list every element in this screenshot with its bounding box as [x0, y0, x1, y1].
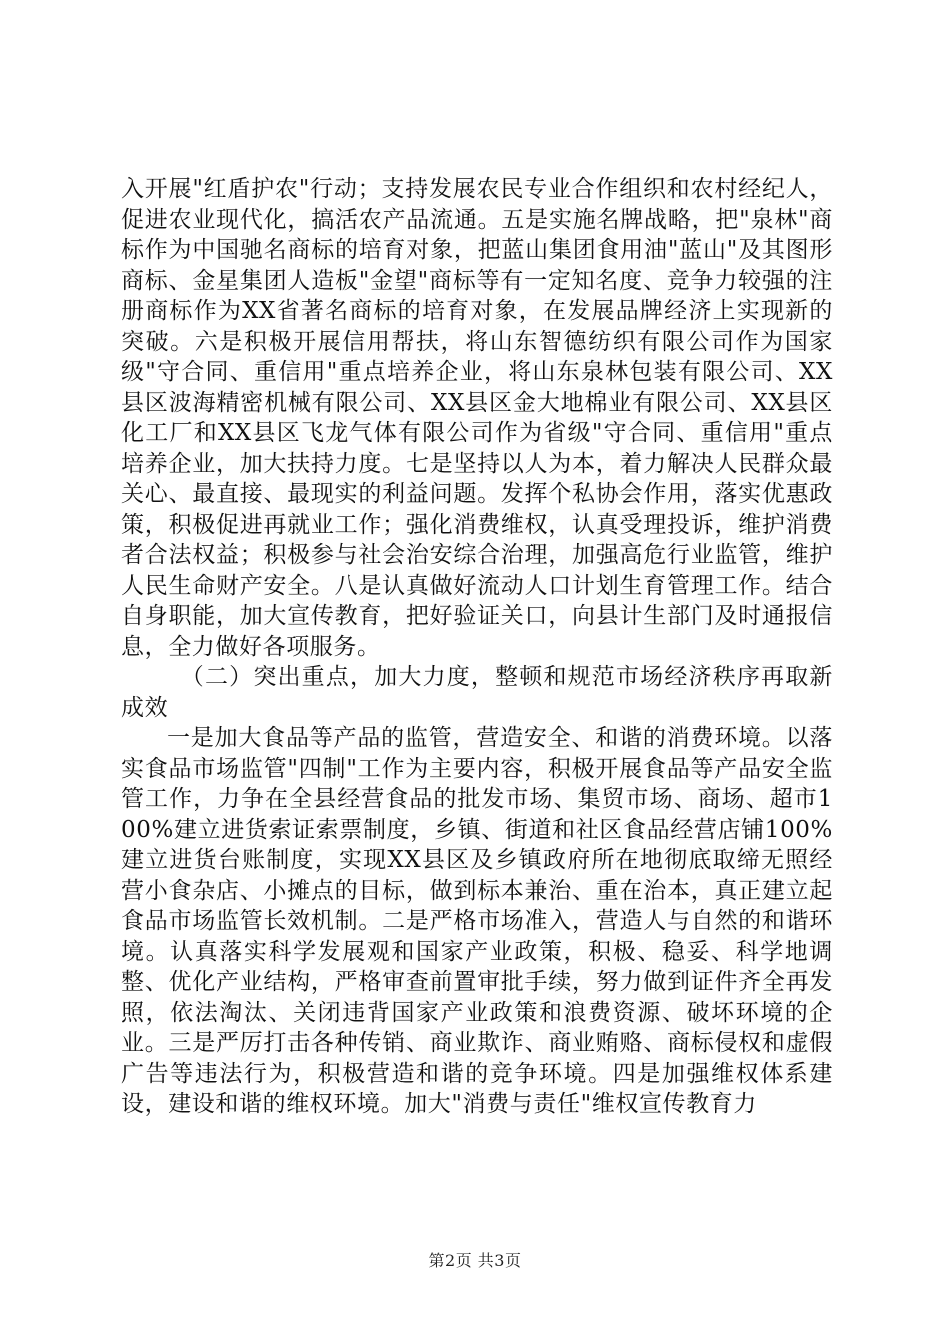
section-heading: （二）突出重点，加大力度，整顿和规范市场经济秩序再取新成效 [121, 664, 833, 721]
body-paragraph: 一是加大食品等产品的监管，营造安全、和谐的消费环境。以落实食品市场监管"四制"工作为主要内容，积极开展食品等产品安全监管工作，力争在全县经营食品的批发市场、集贸市场、商场、超市100%建立进货索证索票制度，乡镇、街道和社区食品经营店铺100%建立进货台账制度，实现XX县区及乡镇政府所在地彻底取缔无照经营小食杂店、小摊点的目标，做到标本兼治、重在治本，真正建立起食品市场监管长效机制。二是严格市场准入，营造人与自然的和谐环境。认真落实科学发展观和国家产业政策，积极、稳妥、科学地调整、优化产业结构，严格审查前置审批手续，努力做到证件齐全再发照，依法淘汰、关闭违背国家产业政策和浪费资源、破坏环境的企业。三是严厉打击各种传销、商业欺诈、商业贿赂、商标侵权和虚假广告等违法行为，积极营造和谐的竞争环境。四是加强维权体系建设，建设和谐的维权环境。加大"消费与责任"维权宣传教育力 [121, 725, 833, 1117]
document-body [121, 174, 833, 1120]
page-number-footer: 第2页 共3页 [428, 1251, 522, 1270]
body-paragraph: 入开展"红盾护农"行动；支持发展农民专业合作组织和农村经纪人，促进农业现代化，搞活农产品流通。五是实施名牌战略，把"泉林"商标作为中国驰名商标的培育对象，把蓝山集团食用油"蓝山"及其图形商标、金星集团人造板"金望"商标等有一定知名度、竞争力较强的注册商标作为XX省著名商标的培育对象，在发展品牌经济上实现新的突破。六是积极开展信用帮扶，将山东智德纺织有限公司作为国家级"守合同、重信用"重点培养企业，将山东泉林包装有限公司、XX县区波海精密机械有限公司、XX县区金大地棉业有限公司、XX县区化工厂和XX县区飞龙气体有限公司作为省级"守合同、重信用"重点培养企业，加大扶持力度。七是坚持以人为本，着力解决人民群众最关心、最直接、最现实的利益问题。发挥个私协会作用，落实优惠政策，积极促进再就业工作；强化消费维权，认真受理投诉，维护消费者合法权益；积极参与社会治安综合治理，加强高危行业监管，维护人民生命财产安全。八是认真做好流动人口计划生育管理工作。结合自身职能，加大宣传教育，把好验证关口，向县计生部门及时通报信息，全力做好各项服务。 [121, 176, 833, 660]
